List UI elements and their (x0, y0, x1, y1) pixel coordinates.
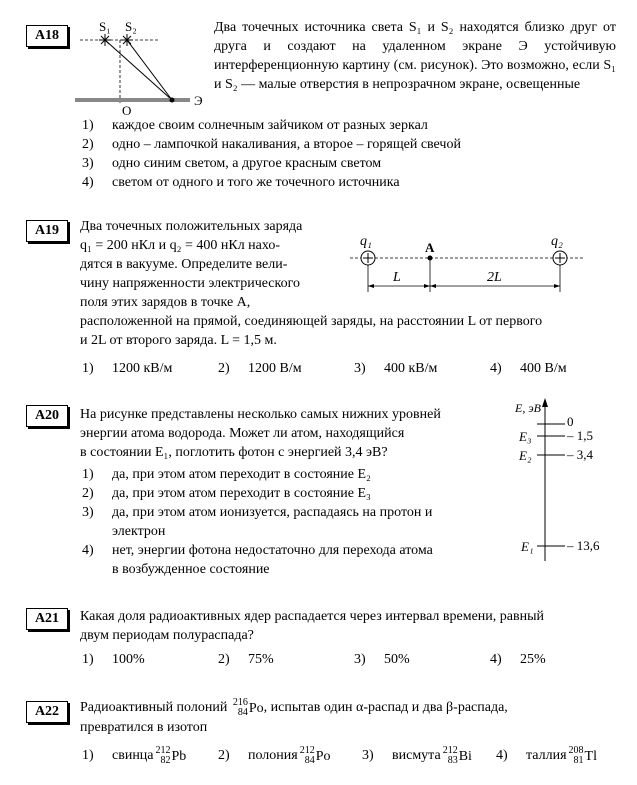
interference-figure (70, 20, 220, 120)
a22-option-1[interactable]: 1) свинца 212 82 Pb (82, 745, 187, 766)
level-e2-name: E₂ (519, 448, 532, 463)
a20-option-3[interactable]: 3) да, при этом атом ионизуется, распадаясь на протон и (82, 505, 433, 520)
a19-option-1[interactable]: 1) 1200 кВ/м (82, 361, 173, 376)
a18-option-1[interactable]: 1) каждое своим солнечным зайчиком от разных зеркал (82, 118, 428, 133)
question-label-a21: A21 (26, 608, 68, 630)
a20-text-line-2: энергии атома водорода. Может ли атом, находящийся (80, 426, 405, 441)
label-2l: 2L (487, 270, 502, 285)
label-s1: S₁ (99, 19, 111, 34)
a19-option-3[interactable]: 3) 400 кВ/м (354, 361, 438, 376)
label-a: A (425, 240, 435, 255)
energy-axis-arrow-icon (542, 398, 548, 407)
a19-text-line-5: поля этих зарядов в точке А, (80, 295, 251, 310)
a21-text-line-1: Какая доля радиоактивных ядер распадается через интервал времени, равный (80, 609, 544, 624)
a19-text-line-7: и 2L от второго заряда. L = 1,5 м. (80, 333, 277, 348)
level-e3-name: E₃ (519, 429, 532, 444)
a22-option-3[interactable]: 3) висмута 212 83 Bi (362, 745, 472, 766)
a19-option-4[interactable]: 4) 400 В/м (490, 361, 567, 376)
a18-option-4[interactable]: 4) светом от одного и того же точечного источника (82, 175, 400, 190)
a21-text-line-2: двум периодам полураспада? (80, 628, 254, 643)
a20-option-4-cont: в возбужденное состояние (112, 562, 270, 577)
a22-text-line-2: превратился в изотоп (80, 720, 208, 735)
energy-axis-label: E, эВ (515, 401, 541, 415)
a21-option-4[interactable]: 4) 25% (490, 652, 546, 667)
label-s2: S₂ (125, 19, 137, 34)
a22-text-line-1: Радиоактивный полоний 216 84 Po , испытав один α-распад и два β-распада, (80, 697, 508, 718)
label-l: L (393, 270, 401, 285)
a19-text-line-3: дятся в вакууме. Определите вели- (80, 257, 288, 272)
a20-text-line-1: На рисунке представлены несколько самых нижних уровней (80, 407, 441, 422)
level-e1-value: – 13,6 (567, 538, 600, 553)
a20-option-2[interactable]: 2) да, при этом атом переходит в состояние E₃ (82, 486, 371, 501)
a18-question-text: Два точечных источника света S₁ и S₂ находятся близко друг от друга и создают на удаленном экране Э устойчивую интерференционную картину (см. рисунок). Это возможно, если S₁ и S₂ — малые отверстия в непрозрачном экране, освещенные (214, 20, 616, 92)
question-label-a22: A22 (26, 701, 68, 723)
a21-option-2[interactable]: 2) 75% (218, 652, 274, 667)
question-label-a20: A20 (26, 405, 68, 427)
question-label-a19: A19 (26, 220, 68, 242)
a20-option-3-cont: электрон (112, 524, 166, 539)
level-e1-name: E₁ (521, 539, 534, 554)
label-q2: q₂ (551, 234, 563, 249)
a21-option-3[interactable]: 3) 50% (354, 652, 410, 667)
a19-text-line-2: q₁ = 200 нКл и q₂ = 400 нКл нахо- (80, 238, 281, 253)
a18-option-2[interactable]: 2) одно – лампочкой накаливания, а второе – горящей свечой (82, 137, 461, 152)
label-q1: q₁ (360, 234, 372, 249)
a22-option-2[interactable]: 2) полония 212 84 Po (218, 745, 331, 766)
a20-option-1[interactable]: 1) да, при этом атом переходит в состояние E₂ (82, 467, 371, 482)
a18-option-3[interactable]: 3) одно синим светом, а другое красным светом (82, 156, 382, 171)
level-e3-value: – 1,5 (567, 428, 593, 443)
a20-option-4[interactable]: 4) нет, энергии фотона недостаточно для перехода атома (82, 543, 433, 558)
level-0-value: 0 (567, 414, 574, 429)
label-screen: Э (194, 93, 203, 108)
level-e2-value: – 3,4 (567, 447, 593, 462)
label-o: O (122, 103, 132, 118)
a19-text-line-4: чину напряженности электрического (80, 276, 300, 291)
a20-text-line-3: в состоянии E₁, поглотить фотон с энергией 3,4 эВ? (80, 445, 388, 460)
a21-option-1[interactable]: 1) 100% (82, 652, 145, 667)
a19-option-2[interactable]: 2) 1200 В/м (218, 361, 302, 376)
a19-text-line-6: расположенной на прямой, соединяющей заряды, на расстоянии L от первого (80, 314, 543, 329)
point-a-icon (428, 256, 433, 261)
a19-text-line-1: Два точечных положительных заряда (80, 219, 303, 234)
charges-figure (350, 232, 590, 302)
energy-levels-figure (505, 396, 630, 566)
polonium-216-nuclide: 216 84 Po (232, 697, 264, 718)
a22-option-4[interactable]: 4) таллия 208 81 Tl (496, 745, 597, 766)
question-label-a18: A18 (26, 25, 68, 47)
